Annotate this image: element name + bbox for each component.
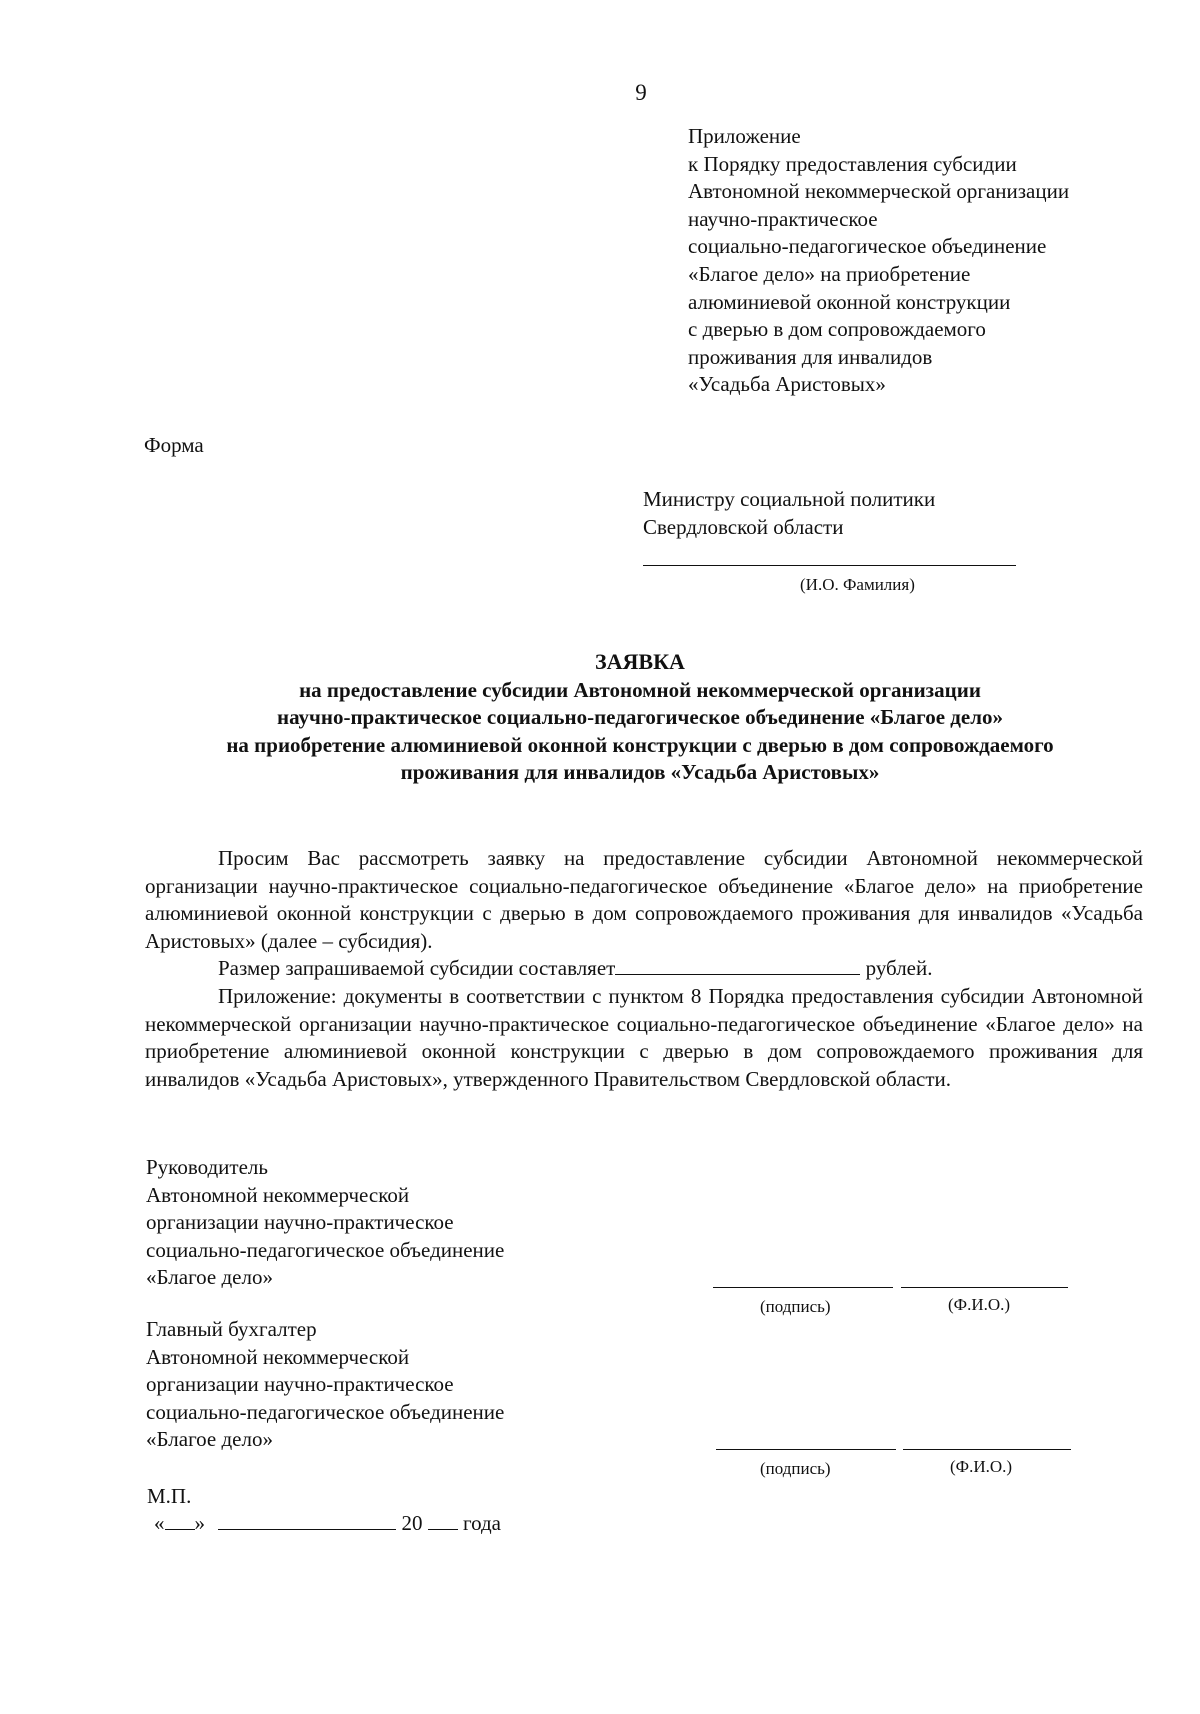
- head-title-line: Руководитель: [146, 1155, 268, 1179]
- appendix-line: научно-практическое: [688, 206, 878, 231]
- date-close-quote: »: [194, 1511, 205, 1535]
- appendix-line: алюминиевой оконной конструкции: [688, 289, 1011, 314]
- date-year-prefix: 20: [401, 1511, 423, 1535]
- document-subtitle-line: проживания для инвалидов «Усадьба Аристовых»: [400, 760, 880, 785]
- head-title-line: социально-педагогическое объединение: [146, 1237, 505, 1262]
- amount-currency: рублей.: [865, 956, 933, 981]
- accountant-title-line: организации научно-практическое: [146, 1372, 454, 1397]
- addressee-line: Министру социальной политики: [643, 487, 936, 511]
- amount-paragraph: [145, 955, 1143, 983]
- date-row: [154, 1510, 501, 1538]
- appendix-line: проживания для инвалидов: [688, 344, 933, 369]
- date-month-field[interactable]: [218, 1511, 396, 1530]
- addressee-name-caption: (И.О. Фамилия): [800, 575, 915, 594]
- head-name-line[interactable]: [901, 1287, 1068, 1288]
- amount-label: Размер запрашиваемой субсидии составляет: [218, 956, 616, 981]
- body-text: [145, 845, 1143, 1093]
- accountant-title-line: «Благое дело»: [146, 1427, 273, 1452]
- attachment-paragraph: Приложение: документы в соответствии с пунктом 8 Порядка предоставления субсидии Автономной некоммерческой организации научно-практическое социально-педагогическое объединение «Благое дело» на приобретение алюминиевой оконной конструкции с дверью в дом сопровождаемого проживания для инвалидов «Усадьба Аристовых», утвержденного Правительством Свердловской области.: [145, 983, 1143, 1091]
- appendix-line: с дверью в дом сопровождаемого: [688, 317, 986, 342]
- date-day-field[interactable]: [165, 1511, 195, 1530]
- accountant-title-line: Автономной некоммерческой: [146, 1344, 410, 1369]
- appendix-line: «Благое дело» на приобретение: [688, 261, 971, 286]
- document-title-block: [140, 648, 1140, 787]
- accountant-signature-block: [146, 1316, 596, 1454]
- head-title-line: организации научно-практическое: [146, 1210, 454, 1235]
- head-title-line: Автономной некоммерческой: [146, 1182, 410, 1207]
- appendix-line: социально-педагогическое объединение: [688, 234, 1047, 259]
- head-signature-block: [146, 1154, 596, 1292]
- document-subtitle-line: научно-практическое социально-педагогическое объединение «Благое дело»: [276, 705, 1003, 730]
- document-title: ЗАЯВКА: [595, 649, 685, 674]
- page-number: 9: [635, 80, 647, 105]
- document-subtitle-line: на предоставление субсидии Автономной некоммерческой организации: [299, 677, 981, 702]
- date-open-quote: «: [154, 1511, 165, 1535]
- request-paragraph: Просим Вас рассмотреть заявку на предоставление субсидии Автономной некоммерческой организации научно-практическое социально-педагогическое объединение «Благое дело» на приобретение алюминиевой оконной конструкции с дверью в дом сопровождаемого проживания для инвалидов «Усадьба Аристовых» (далее – субсидия).: [145, 846, 1143, 953]
- head-name-caption: (Ф.И.О.): [948, 1295, 1011, 1314]
- addressee-name-line[interactable]: [643, 565, 1016, 566]
- appendix-line: Автономной некоммерческой организации: [688, 179, 1070, 204]
- accountant-title-line: социально-педагогическое объединение: [146, 1399, 505, 1424]
- stamp-label: М.П.: [147, 1484, 192, 1508]
- document-subtitle-line: на приобретение алюминиевой оконной конструкции с дверью в дом сопровождаемого: [226, 732, 1054, 757]
- accountant-title-line: Главный бухгалтер: [146, 1317, 317, 1341]
- appendix-line: Приложение: [688, 124, 801, 148]
- accountant-signature-line[interactable]: [716, 1449, 896, 1450]
- appendix-line: «Усадьба Аристовых»: [688, 372, 886, 397]
- accountant-signature-caption: (подпись): [760, 1459, 831, 1478]
- amount-field[interactable]: [615, 956, 860, 975]
- appendix-header: [688, 123, 1158, 399]
- accountant-name-caption: (Ф.И.О.): [950, 1457, 1013, 1476]
- date-year-suffix: года: [463, 1511, 501, 1535]
- addressee-line: Свердловской области: [643, 514, 844, 539]
- date-year-field[interactable]: [428, 1511, 458, 1530]
- form-label: Форма: [144, 433, 204, 457]
- head-signature-caption: (подпись): [760, 1297, 831, 1316]
- head-title-line: «Благое дело»: [146, 1265, 273, 1290]
- head-signature-line[interactable]: [713, 1287, 893, 1288]
- appendix-line: к Порядку предоставления субсидии: [688, 151, 1017, 176]
- addressee: [643, 486, 1093, 541]
- accountant-name-line[interactable]: [903, 1449, 1071, 1450]
